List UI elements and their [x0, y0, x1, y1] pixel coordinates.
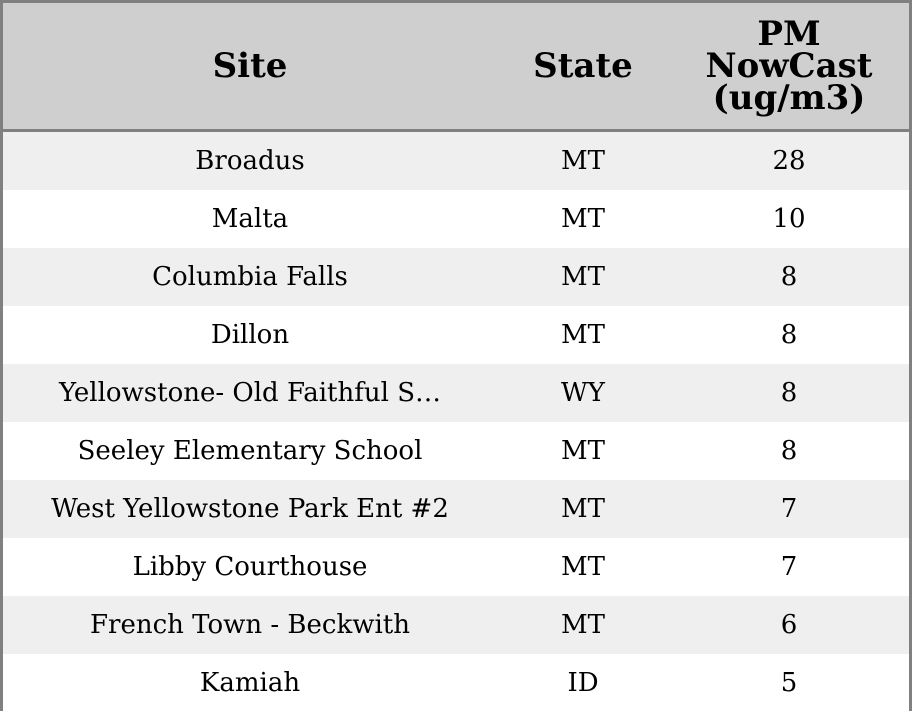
header-state [497, 3, 669, 129]
table-row [3, 248, 909, 306]
header-pm-line-2: NowCast [705, 46, 873, 86]
cell-site: Seeley Elementary School [77, 436, 423, 466]
cell-pm-nowcast: 10 [772, 204, 806, 234]
cell-pm-nowcast: 8 [780, 436, 798, 466]
cell-site: Broadus [195, 146, 305, 176]
table-row [3, 538, 909, 596]
cell-state: WY [561, 378, 605, 408]
cell-site: Dillon [210, 320, 290, 350]
cell-state: MT [561, 552, 605, 582]
header-pm-line-3: (ug/m3) [712, 78, 866, 118]
cell-pm-nowcast: 6 [780, 610, 798, 640]
cell-state: MT [561, 494, 605, 524]
table-row [3, 480, 909, 538]
table-row [3, 364, 909, 422]
header-site-label: Site [212, 46, 288, 86]
cell-pm-nowcast: 28 [772, 146, 806, 176]
cell-site: Malta [211, 204, 289, 234]
table-row [3, 422, 909, 480]
cell-pm-nowcast: 5 [780, 668, 798, 698]
cell-state: MT [561, 610, 605, 640]
cell-site: Columbia Falls [152, 262, 348, 292]
cell-state: MT [561, 320, 605, 350]
header-pm-line-1: PM [757, 14, 821, 54]
cell-pm-nowcast: 8 [780, 262, 798, 292]
cell-state: MT [561, 204, 605, 234]
cell-site: French Town - Beckwith [89, 610, 411, 640]
cell-state: MT [561, 262, 605, 292]
cell-pm-nowcast: 8 [780, 378, 798, 408]
cell-pm-nowcast: 8 [780, 320, 798, 350]
cell-pm-nowcast: 7 [780, 494, 798, 524]
cell-pm-nowcast: 7 [780, 552, 798, 582]
cell-state: ID [567, 668, 599, 698]
cell-site: Kamiah [199, 668, 301, 698]
table-header [3, 3, 909, 132]
table-row [3, 654, 909, 712]
cell-site: West Yellowstone Park Ent #2 [51, 494, 449, 524]
cell-state: MT [561, 146, 605, 176]
cell-site: Yellowstone- Old Faithful S… [58, 378, 442, 408]
cell-site: Libby Courthouse [132, 552, 368, 582]
table-body [3, 132, 909, 712]
header-state-label: State [533, 46, 633, 86]
table-row [3, 132, 909, 190]
table-row [3, 190, 909, 248]
table-row [3, 596, 909, 654]
cell-state: MT [561, 436, 605, 466]
header-pm-label [705, 14, 873, 118]
header-pm-nowcast [669, 3, 909, 129]
header-site [3, 3, 497, 129]
table-row [3, 306, 909, 364]
